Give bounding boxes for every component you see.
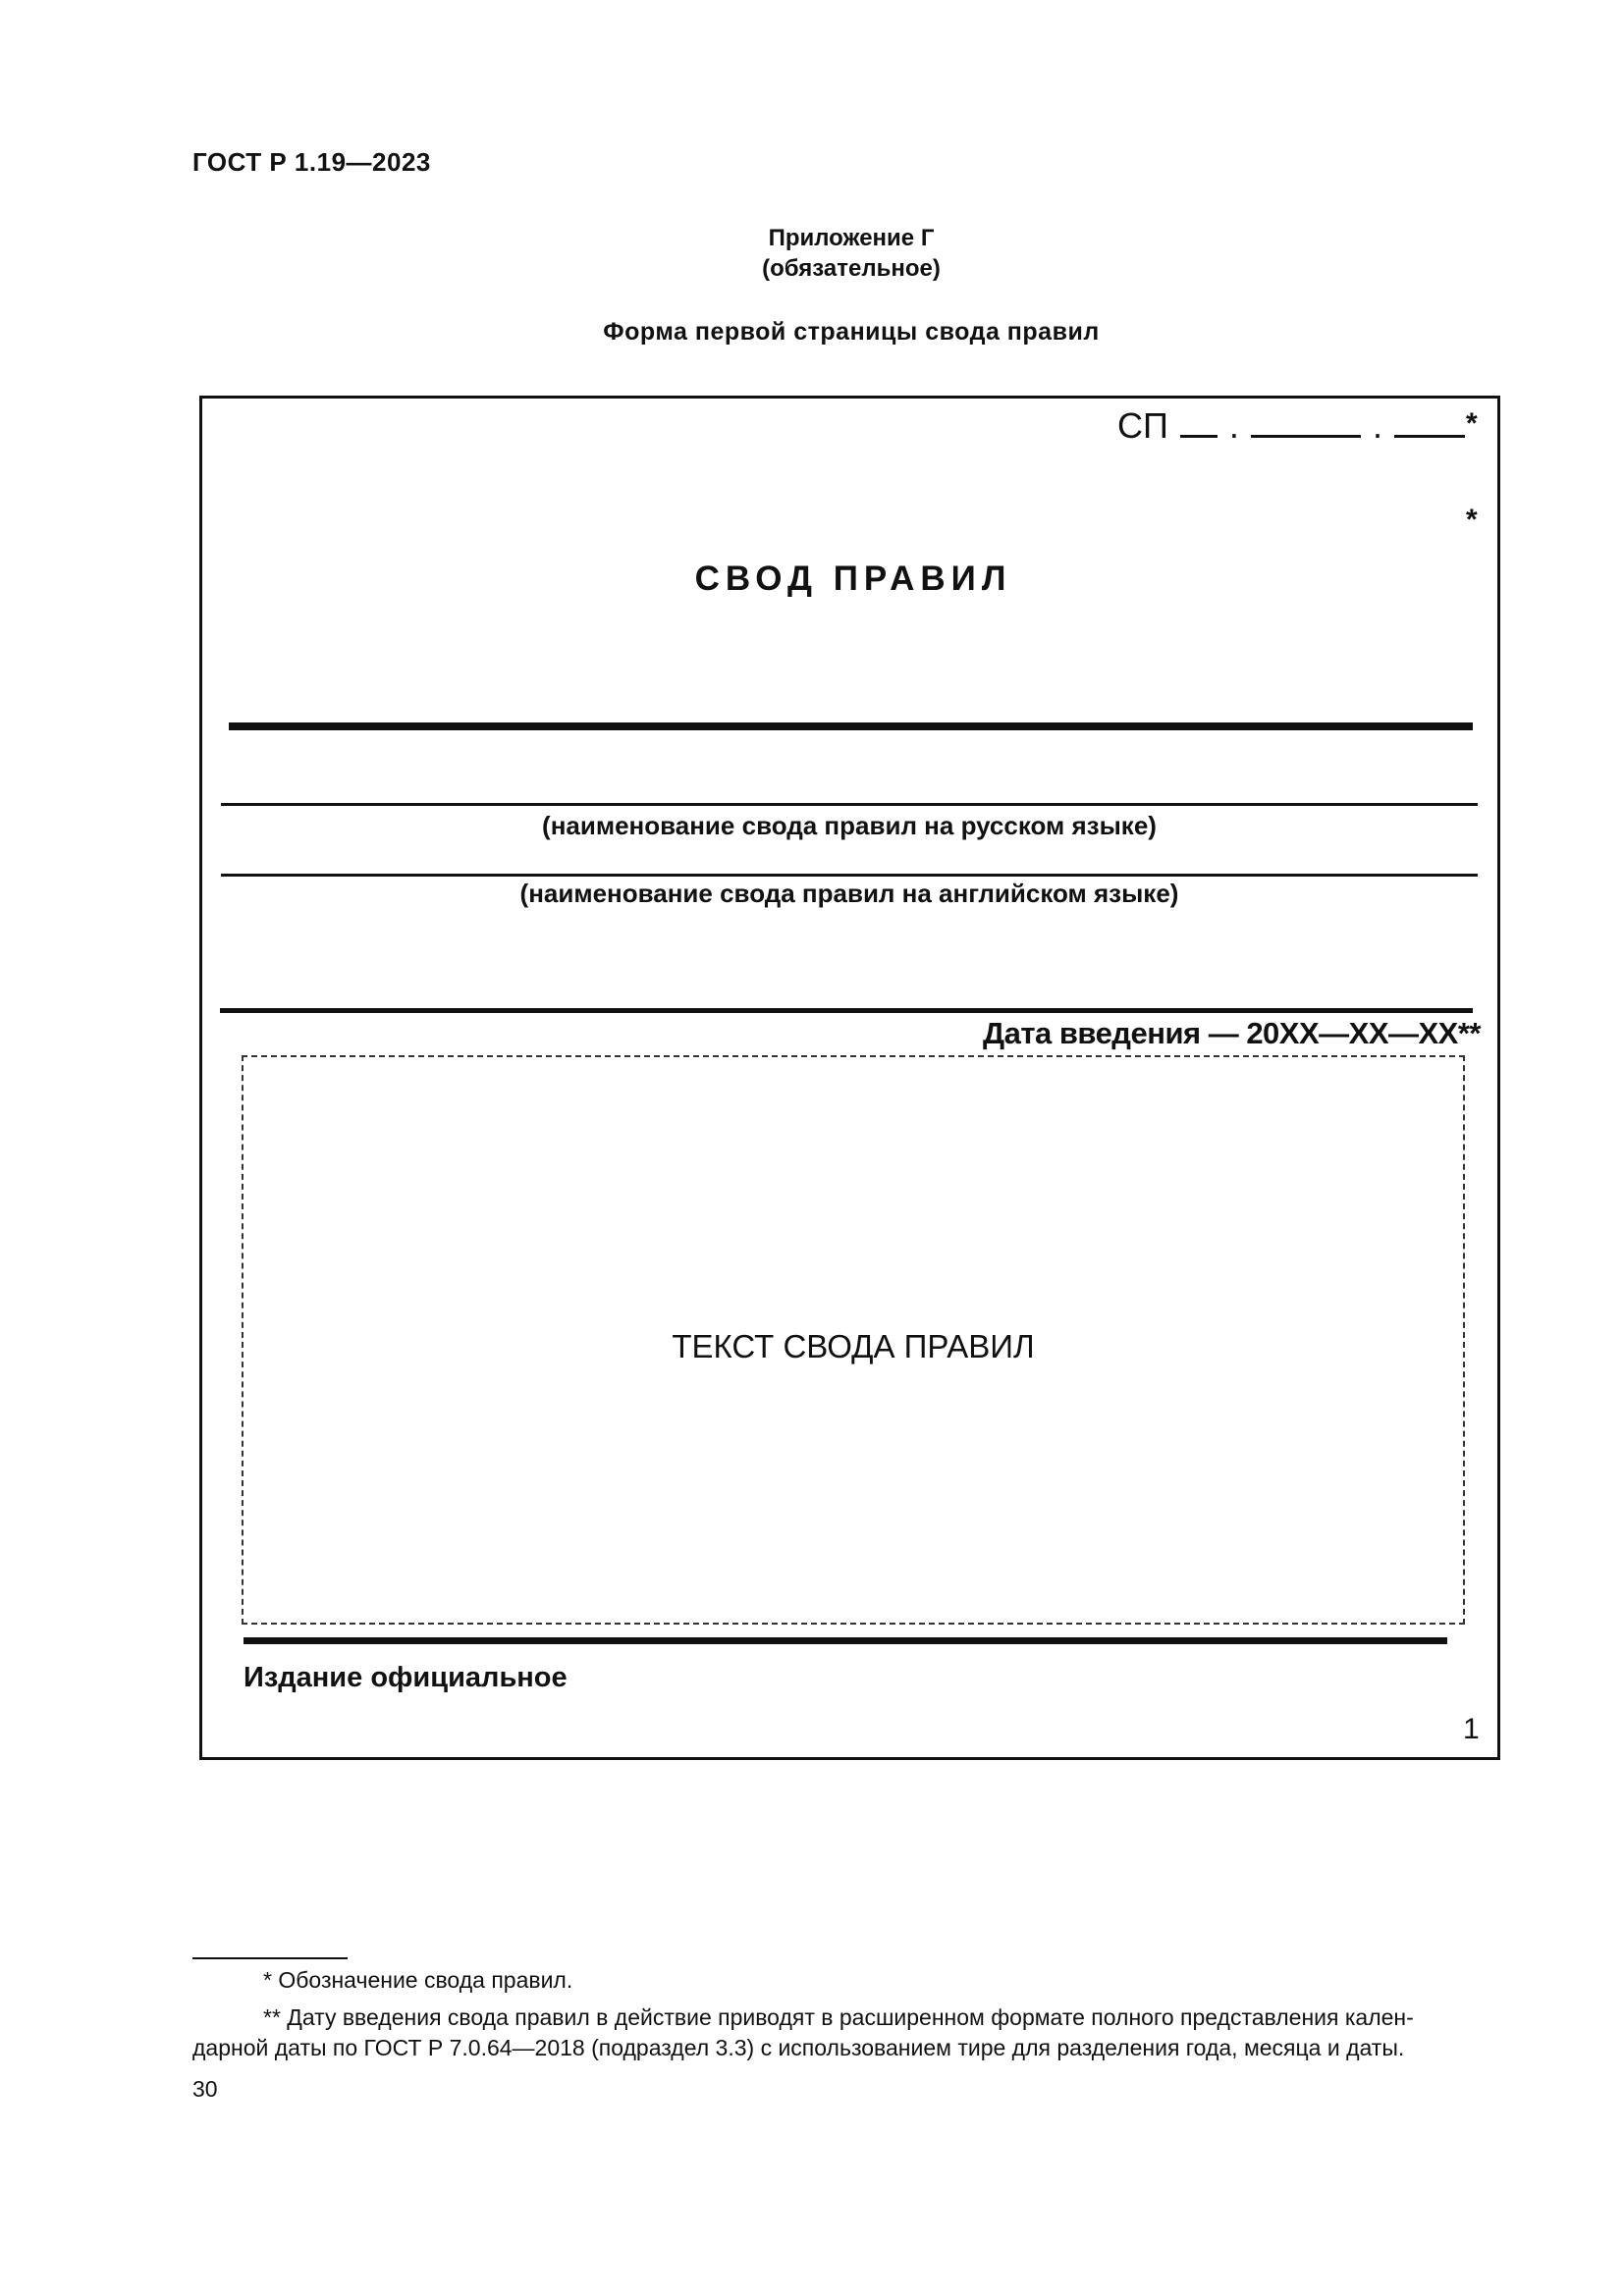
page-number: 30 [192,2076,218,2102]
heading-rule [229,722,1473,730]
official-edition: Издание официальное [244,1662,568,1693]
footnote-separator [192,1957,348,1959]
star-marker: * [1466,504,1478,536]
caption-en: (наименование свода правил на английском языке) [519,879,1179,908]
sp-blank-2 [1251,431,1361,438]
appendix-title: Приложение Г [768,225,935,251]
sp-dot-2: . [1372,405,1382,446]
sp-dot-1: . [1228,405,1239,446]
caption-ru: (наименование свода правил на русском языке) [542,811,1157,840]
en-name-line [221,874,1478,877]
ru-name-line [221,803,1478,806]
footnote-2-line-2: дарной даты по ГОСТ Р 7.0.64—2018 (подраздел 3.3) с использованием тире для разделения года, месяца и даты. [192,2035,1405,2060]
edition-rule [244,1637,1447,1644]
inner-page-number: 1 [1463,1713,1480,1745]
form-title: Форма первой страницы свода правил [603,318,1100,346]
sp-footnote-marker: * [1466,407,1478,440]
body-placeholder: ТЕКСТ СВОДА ПРАВИЛ [672,1328,1035,1364]
footnote-2-line-1: ** Дату введения свода правил в действие приводят в расширенном формате полного представления кален- [263,2004,1414,2030]
sp-blank-1 [1180,431,1218,438]
date-rule [220,1008,1473,1013]
introduction-date: Дата введения — 20XX—XX—XX** [983,1016,1481,1050]
sp-blank-3 [1394,431,1465,438]
sp-designation [1117,405,1467,447]
document-code: ГОСТ Р 1.19—2023 [192,147,431,177]
footnote-1: * Обозначение свода правил. [263,1967,573,1993]
appendix-status: (обязательное) [762,255,941,282]
sp-prefix: СП [1117,405,1168,446]
form-heading: СВОД ПРАВИЛ [694,560,1012,598]
